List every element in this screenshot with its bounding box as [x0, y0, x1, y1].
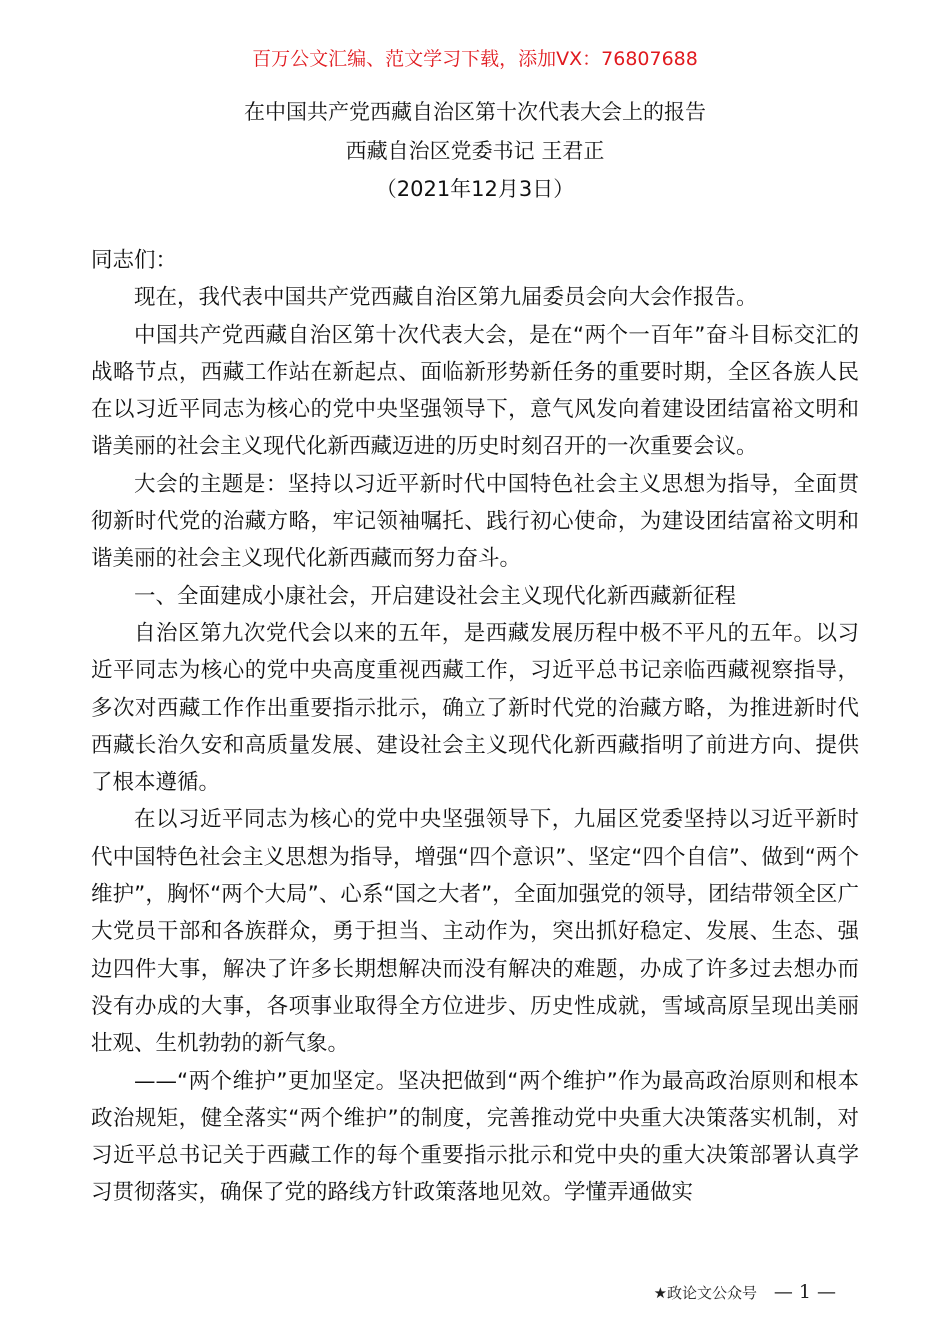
watermark-banner: 百万公文汇编、范文学习下载，添加VX：76807688 — [252, 48, 698, 70]
paragraph: ——“两个维护”更加坚定。坚决把做到“两个维护”作为最高政治原则和根本政治规矩，健全落实“两个维护”的制度，完善推动党中央重大决策落实机制，对习近平总书记关于西藏工作的每个重要指示批示和党中央的重大决策部署认真学习贯彻落实，确保了党的路线方针政策落地见效。学懂弄通做实 — [91, 1068, 859, 1206]
report-author: 西藏自治区党委书记 王君正 — [345, 139, 605, 163]
paragraph: 大会的主题是：坚持以习近平新时代中国特色社会主义思想为指导，全面贯彻新时代党的治藏方略，牢记领袖嘱托、践行初心使命，为建设团结富裕文明和谐美丽的社会主义现代化新西藏而努力奋斗。 — [91, 471, 859, 572]
report-title: 在中国共产党西藏自治区第十次代表大会上的报告 — [244, 100, 706, 124]
report-body — [91, 242, 859, 1212]
paragraph: 在以习近平同志为核心的党中央坚强领导下，九届区党委坚持以习近平新时代中国特色社会主义思想为指导，增强“四个意识”、坚定“四个自信”、做到“两个维护”，胸怀“两个大局”、心系“国之大者”，全面加强党的领导，团结带领全区广大党员干部和各族群众，勇于担当、主动作为，突出抓好稳定、发展、生态、强边四件大事，解决了许多长期想解决而没有解决的难题，办成了许多过去想办而没有办成的大事，各项事业取得全方位进步、历史性成就，雪域高原呈现出美丽壮观、生机勃勃的新气象。 — [91, 807, 859, 1057]
salutation: 同志们： — [91, 248, 178, 273]
footer-source: ★政论文公众号 — [653, 1284, 758, 1302]
report-date: （2021年12月3日） — [375, 177, 575, 201]
section-heading: 一、全面建成小康社会，开启建设社会主义现代化新西藏新征程 — [134, 583, 737, 609]
page-number: — 1 — — [773, 1281, 836, 1303]
page-footer — [654, 1281, 836, 1303]
paragraph: 自治区第九次党代会以来的五年，是西藏发展历程中极不平凡的五年。以习近平同志为核心的党中央高度重视西藏工作，习近平总书记亲临西藏视察指导，多次对西藏工作作出重要指示批示，确立了新时代党的治藏方略，为推进新时代西藏长治久安和高质量发展、建设社会主义现代化新西藏指明了前进方向、提供了根本遵循。 — [91, 620, 859, 796]
paragraph: 中国共产党西藏自治区第十次代表大会，是在“两个一百年”奋斗目标交汇的战略节点，西藏工作站在新起点、面临新形势新任务的重要时期，全区各族人民在以习近平同志为核心的党中央坚强领导下，意气风发向着建设团结富裕文明和谐美丽的社会主义现代化新西藏迈进的历史时刻召开的一次重要会议。 — [91, 322, 859, 460]
paragraph: 现在，我代表中国共产党西藏自治区第九届委员会向大会作报告。 — [134, 285, 758, 311]
